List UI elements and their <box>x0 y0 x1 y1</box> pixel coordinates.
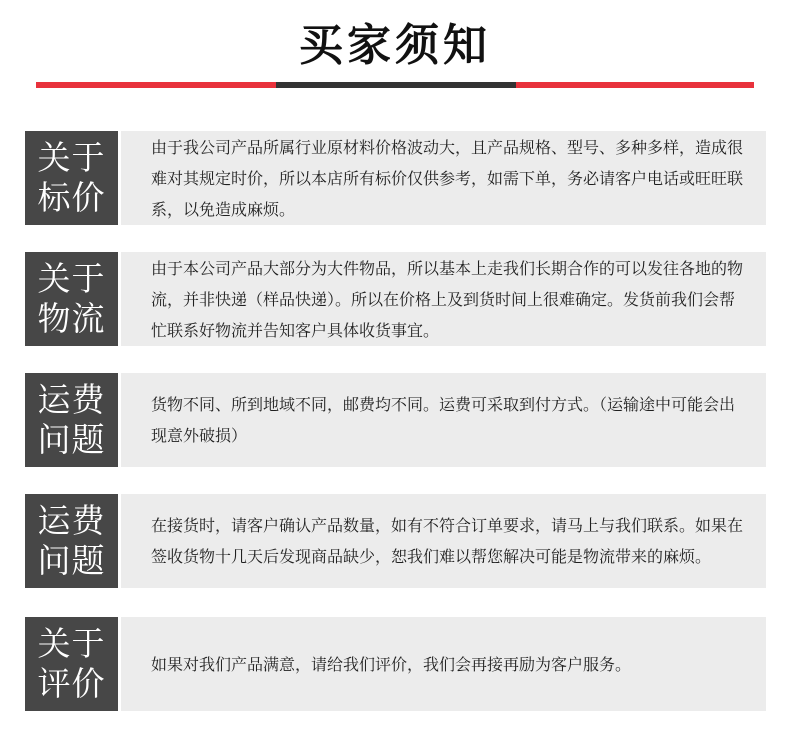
section-text: 如果对我们产品满意，请给我们评价，我们会再接再励为客户服务。 <box>151 654 632 674</box>
section-content <box>121 373 766 467</box>
divider-right-red <box>516 82 754 88</box>
section-text: 在接货时，请客户确认产品数量，如有不符合订单要求，请马上与我们联系。如果在签收货物十几天后发现商品缺少，恕我们难以帮您解决可能是物流带来的麻烦。 <box>151 516 744 566</box>
title-divider <box>36 82 754 88</box>
section-label-box <box>25 131 118 225</box>
section-text: 由于我公司产品所属行业原材料价格波动大，且产品规格、型号、多种多样，造成很难对其规定时价，所以本店所有标价仅供参考，如需下单，务必请客户电话或旺旺联系，以免造成麻烦。 <box>151 137 744 219</box>
section-label: 运费问题 <box>37 380 106 459</box>
section-label: 关于评价 <box>37 624 106 703</box>
section-label: 关于物流 <box>37 259 106 338</box>
section-shipping-fee <box>25 373 766 467</box>
section-content <box>121 617 766 711</box>
section-review <box>25 617 766 711</box>
section-label: 运费问题 <box>37 501 106 580</box>
page-title: 买家须知 <box>299 20 491 71</box>
section-text: 货物不同、所到地域不同，邮费均不同。运费可采取到付方式。（运输途中可能会出现意外破损） <box>151 395 736 445</box>
section-content <box>121 131 766 225</box>
section-label-box <box>25 373 118 467</box>
section-text: 由于本公司产品大部分为大件物品，所以基本上走我们长期合作的可以发往各地的物流，并非快递（样品快递）。所以在价格上及到货时间上很难确定。发货前我们会帮忙联系好物流并告知客户具体收货事宜。 <box>151 258 744 340</box>
divider-left-red <box>36 82 276 88</box>
section-content <box>121 252 766 346</box>
section-logistics <box>25 252 766 346</box>
section-label-box <box>25 494 118 588</box>
section-receiving <box>25 494 766 588</box>
section-content <box>121 494 766 588</box>
section-label-box <box>25 252 118 346</box>
section-label: 关于标价 <box>37 138 106 217</box>
section-label-box <box>25 617 118 711</box>
section-pricing <box>25 131 766 225</box>
divider-center-dark <box>276 82 516 88</box>
